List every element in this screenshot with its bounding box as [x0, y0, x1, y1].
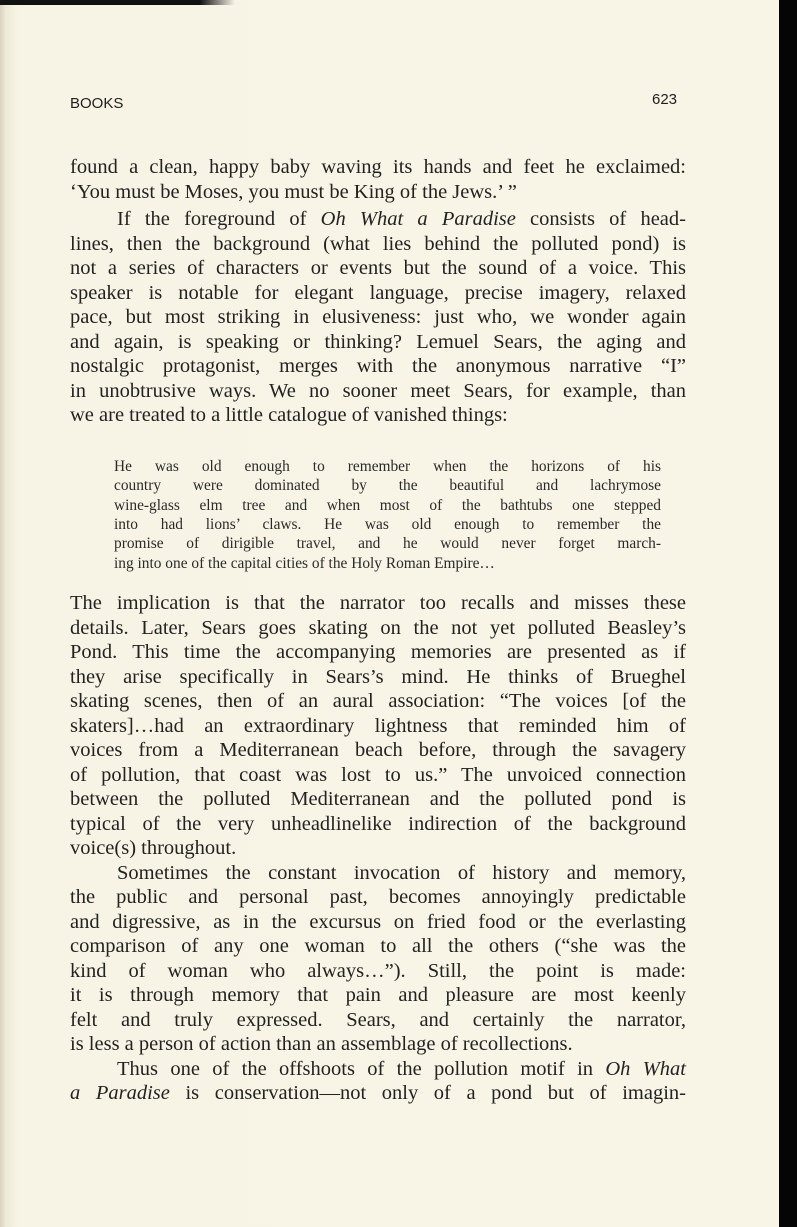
text-line: skating scenes, then of an aural association: “The voices [of the — [70, 690, 686, 712]
text-line: not a series of characters or events but the sound of a voice. This — [70, 257, 686, 279]
book-title-italic: Oh What — [605, 1057, 687, 1080]
text-line: the public and personal past, becomes annoyingly predictable — [70, 886, 686, 908]
text-span: is conservation—not only of a pond but of imagin- — [169, 1082, 686, 1104]
book-title-italic: Oh What a Paradise — [320, 208, 516, 230]
book-title-italic: a Paradise — [70, 1082, 170, 1104]
text-line: The implication is that the narrator too recalls and misses these — [70, 592, 686, 614]
text-line: speaker is notable for elegant language, precise imagery, relaxed — [70, 281, 686, 304]
text-line: kind of woman who always…”). Still, the point is made: — [70, 959, 686, 982]
block-quote-line: promise of dirigible travel, and he would never forget march- — [114, 535, 661, 553]
text-span: If the foreground of — [117, 208, 321, 230]
text-line: between the polluted Mediterranean and the polluted pond is — [70, 788, 686, 810]
text-line: skaters]…had an extraordinary lightness that reminded him of — [70, 714, 686, 737]
text-line: Sometimes the constant invocation of history and memory, — [117, 861, 686, 884]
text-line: voice(s) throughout. — [70, 837, 237, 859]
text-line: pace, but most striking in elusiveness: just who, we wonder again — [70, 306, 686, 328]
text-line — [117, 207, 686, 231]
text-line — [117, 1057, 686, 1081]
text-line — [70, 1081, 686, 1105]
text-line: voices from a Mediterranean beach before, through the savagery — [70, 739, 686, 761]
text-span: Thus one of the offshoots of the pollution motif in — [117, 1057, 606, 1080]
text-line: and digressive, as in the excursus on fried food or the everlasting — [70, 910, 686, 933]
text-line: is less a person of action than an assemblage of recollections. — [70, 1033, 573, 1055]
scan-edge-right — [779, 0, 797, 1227]
scan-edge-top — [0, 0, 235, 5]
text-line: they arise specifically in Sears’s mind. He thinks of Brueghel — [70, 665, 686, 688]
running-head: BOOKS — [70, 95, 124, 112]
page-number: 623 — [652, 91, 678, 108]
text-line: ‘You must be Moses, you must be King of the Jews.’ ” — [70, 180, 517, 203]
text-line: felt and truly expressed. Sears, and certainly the narrator, — [70, 1008, 686, 1031]
text-line: it is through memory that pain and pleasure are most keenly — [70, 984, 686, 1006]
block-quote-line: into had lions’ claws. He was old enough to remember the — [114, 515, 661, 533]
text-span: consists of head- — [515, 208, 686, 230]
text-line: of pollution, that coast was lost to us.” The unvoiced connection — [70, 763, 686, 786]
text-line: comparison of any one woman to all the others (“she was the — [70, 935, 686, 957]
text-line: nostalgic protagonist, merges with the anonymous narrative “I” — [70, 355, 686, 377]
block-quote-line: country were dominated by the beautiful and lachrymose — [114, 477, 661, 495]
block-quote-line: He was old enough to remember when the horizons of his — [114, 458, 661, 475]
text-line: lines, then the background (what lies behind the polluted pond) is — [70, 232, 686, 255]
text-line: in unobtrusive ways. We no sooner meet Sears, for example, than — [70, 379, 686, 402]
text-line: and again, is speaking or thinking? Lemuel Sears, the aging and — [70, 330, 686, 353]
text-line: Pond. This time the accompanying memories are presented as if — [70, 641, 686, 663]
text-line: typical of the very unheadlinelike indirection of the background — [70, 812, 686, 835]
text-line: found a clean, happy baby waving its hands and feet he exclaimed: — [70, 156, 686, 178]
block-quote-line: wine-glass elm tree and when most of the bathtubs one stepped — [114, 496, 661, 514]
block-quote-line: ing into one of the capital cities of the Holy Roman Empire… — [114, 554, 495, 572]
text-line: details. Later, Sears goes skating on the not yet polluted Beasley’s — [70, 616, 686, 639]
text-line: we are treated to a little catalogue of vanished things: — [70, 404, 508, 426]
